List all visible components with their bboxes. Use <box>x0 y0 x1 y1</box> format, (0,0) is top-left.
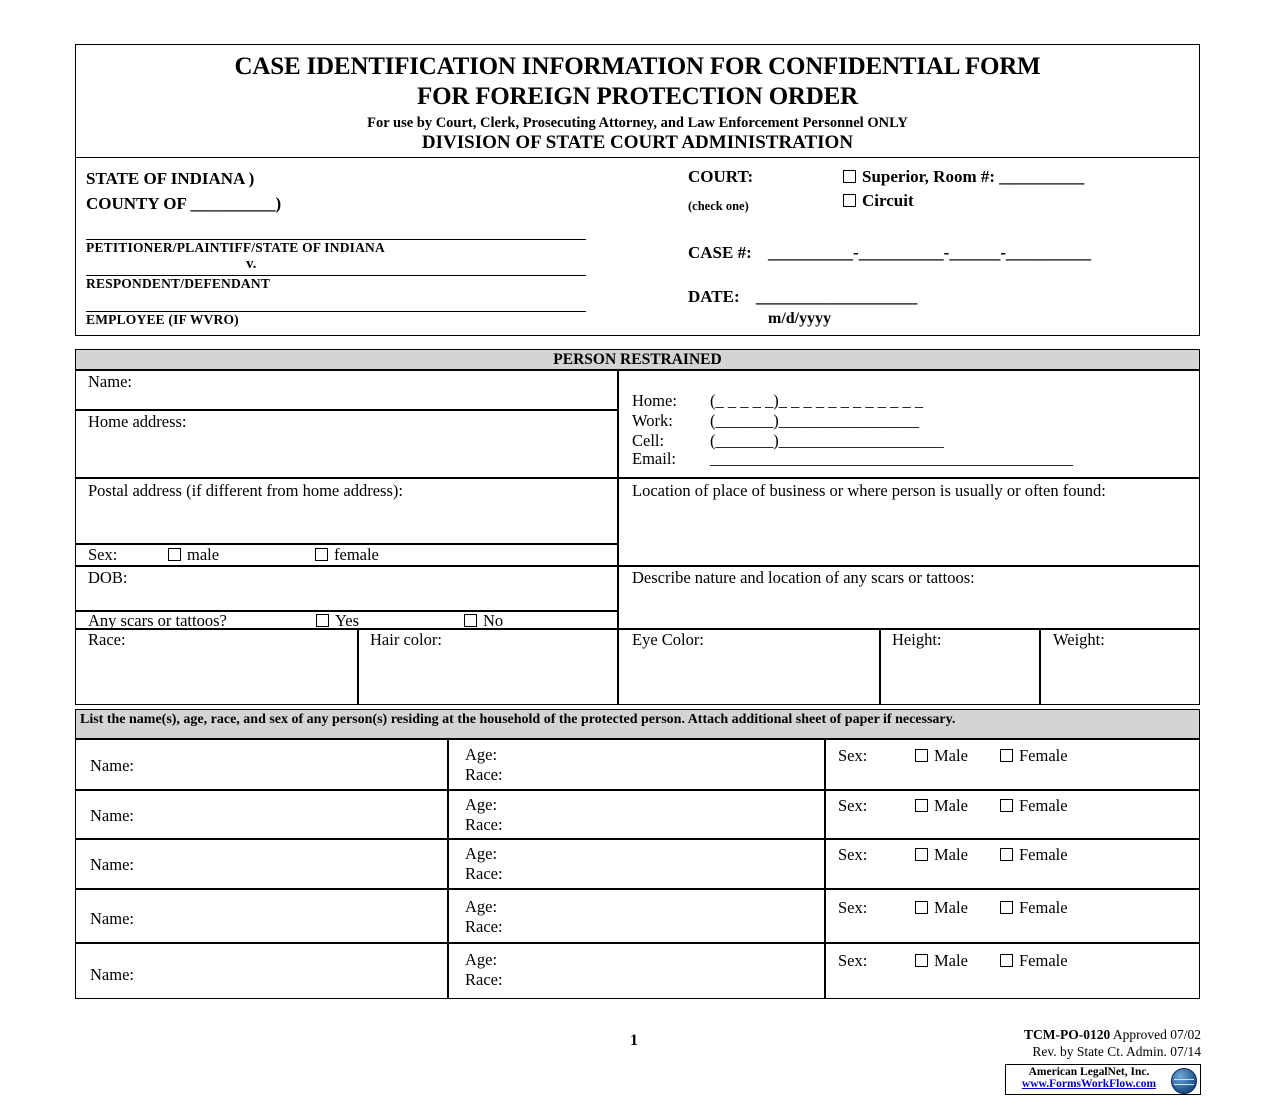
household-female-label-3: Female <box>1019 845 1068 864</box>
check-one-label: (check one) <box>688 199 749 213</box>
phone-home-value[interactable]: (_ _ _ _ _)_ _ _ _ _ _ _ _ _ _ _ _ <box>710 391 924 410</box>
postal-address-label: Postal address (if different from home address): <box>88 481 403 500</box>
scars-yes-label: Yes <box>335 611 360 630</box>
household-row-agerace-1[interactable] <box>448 739 825 790</box>
page-number: 1 <box>630 1032 638 1049</box>
business-location-label: Location of place of business or where person is usually or often found: <box>632 481 1106 500</box>
household-sex-label-4: Sex: <box>838 898 868 917</box>
email-value[interactable]: ____________________________________________ <box>710 449 1073 468</box>
form-code: TCM-PO-0120 <box>1024 1027 1111 1042</box>
date-label: DATE: <box>688 287 740 306</box>
sex-male-label: male <box>187 545 220 564</box>
name-label: Name: <box>88 372 132 391</box>
household-sex-male-4[interactable] <box>915 898 968 918</box>
household-female-label-2: Female <box>1019 796 1068 815</box>
versus-label: v. <box>246 256 257 272</box>
household-male-label-3: Male <box>934 845 968 864</box>
household-female-checkbox-1[interactable] <box>1000 749 1013 762</box>
circuit-label: Circuit <box>862 191 914 210</box>
phone-cell-label: Cell: <box>632 431 665 450</box>
scars-yes-option[interactable] <box>316 611 359 631</box>
phone-work-label: Work: <box>632 411 673 430</box>
case-number-value[interactable]: __________-__________-______-__________ <box>768 243 1091 262</box>
state-line: STATE OF INDIANA ) <box>86 169 255 188</box>
form-division: DIVISION OF STATE COURT ADMINISTRATION <box>421 132 854 153</box>
household-female-checkbox-3[interactable] <box>1000 848 1013 861</box>
vendor-name: American LegalNet, Inc. <box>1028 1066 1150 1078</box>
phone-home-label: Home: <box>632 391 677 410</box>
household-sex-female-3[interactable] <box>1000 845 1068 865</box>
case-row <box>688 242 1188 264</box>
household-race-label-2: Race: <box>465 815 503 834</box>
globe-icon <box>1171 1068 1197 1094</box>
household-age-label-4: Age: <box>465 897 498 916</box>
household-sex-female-4[interactable] <box>1000 898 1068 918</box>
household-male-label-2: Male <box>934 796 968 815</box>
household-sex-female-2[interactable] <box>1000 796 1068 816</box>
household-male-checkbox-1[interactable] <box>915 749 928 762</box>
sex-female-checkbox[interactable] <box>315 548 328 561</box>
employee-label: EMPLOYEE (IF WVRO) <box>86 312 239 327</box>
household-female-label-5: Female <box>1019 951 1068 970</box>
household-female-checkbox-5[interactable] <box>1000 954 1013 967</box>
household-race-label-4: Race: <box>465 917 503 936</box>
household-age-label-5: Age: <box>465 950 498 969</box>
household-sex-male-2[interactable] <box>915 796 968 816</box>
household-race-label-3: Race: <box>465 864 503 883</box>
caption-right <box>688 166 1188 330</box>
household-male-checkbox-5[interactable] <box>915 954 928 967</box>
court-row <box>688 166 1188 188</box>
household-female-label-1: Female <box>1019 746 1068 765</box>
household-sex-label-2: Sex: <box>838 796 868 815</box>
household-female-checkbox-2[interactable] <box>1000 799 1013 812</box>
scars-question-label: Any scars or tattoos? <box>88 611 227 630</box>
household-sex-label-1: Sex: <box>838 746 868 765</box>
household-female-checkbox-4[interactable] <box>1000 901 1013 914</box>
sex-male-checkbox[interactable] <box>168 548 181 561</box>
email-label: Email: <box>632 449 676 468</box>
county-line: COUNTY OF __________) <box>86 194 282 213</box>
court-label: COURT: <box>688 167 754 186</box>
household-row-agerace-5[interactable] <box>448 943 825 999</box>
household-age-label-2: Age: <box>465 795 498 814</box>
form-subtitle: For use by Court, Clerk, Prosecuting Attorney, and Law Enforcement Personnel ONLY <box>367 115 908 131</box>
sex-male-option[interactable] <box>168 545 219 565</box>
superior-label: Superior, Room #: __________ <box>862 167 1085 186</box>
person-restrained-header: PERSON RESTRAINED <box>75 349 1200 370</box>
form-revision: Rev. by State Ct. Admin. 07/14 <box>1032 1044 1201 1059</box>
household-sex-female-5[interactable] <box>1000 951 1068 971</box>
household-age-label-3: Age: <box>465 844 498 863</box>
date-format-hint: m/d/yyyy <box>768 310 832 327</box>
respondent-label: RESPONDENT/DEFENDANT <box>86 276 271 291</box>
scars-no-label: No <box>483 611 504 630</box>
weight-label: Weight: <box>1053 630 1105 649</box>
household-male-label-1: Male <box>934 746 968 765</box>
household-sex-male-3[interactable] <box>915 845 968 865</box>
household-male-checkbox-4[interactable] <box>915 901 928 914</box>
date-row <box>688 286 1188 308</box>
race-label: Race: <box>88 630 126 649</box>
household-name-label-4: Name: <box>90 909 134 928</box>
petitioner-label: PETITIONER/PLAINTIFF/STATE OF INDIANA <box>86 240 385 255</box>
vendor-stamp <box>1005 1064 1201 1095</box>
form-approved: Approved 07/02 <box>1112 1027 1201 1042</box>
household-name-label-2: Name: <box>90 806 134 825</box>
name-cell[interactable] <box>75 370 618 410</box>
header-box <box>75 44 1200 336</box>
household-row-agerace-3[interactable] <box>448 839 825 889</box>
household-race-label-5: Race: <box>465 970 503 989</box>
household-sex-female-1[interactable] <box>1000 746 1068 766</box>
household-female-label-4: Female <box>1019 898 1068 917</box>
household-sex-label-5: Sex: <box>838 951 868 970</box>
phone-cell-value[interactable]: (_______)____________________ <box>710 431 944 450</box>
household-sex-male-1[interactable] <box>915 746 968 766</box>
household-race-label-1: Race: <box>465 765 503 784</box>
sex-female-label: female <box>334 545 379 564</box>
dob-cell[interactable] <box>75 566 618 611</box>
scars-no-option[interactable] <box>464 611 503 631</box>
scars-no-checkbox[interactable] <box>464 614 477 627</box>
case-number-label: CASE #: <box>688 243 752 262</box>
form-title-line1: CASE IDENTIFICATION INFORMATION FOR CONFIDENTIAL FORM <box>234 53 1041 80</box>
scars-yes-checkbox[interactable] <box>316 614 329 627</box>
scars-describe-label: Describe nature and location of any scars or tattoos: <box>632 568 975 587</box>
household-male-checkbox-2[interactable] <box>915 799 928 812</box>
home-address-label: Home address: <box>88 412 187 431</box>
household-name-label-3: Name: <box>90 855 134 874</box>
caption-left <box>86 166 686 328</box>
phone-work-value[interactable]: (_______)_________________ <box>710 411 919 430</box>
court-row-2 <box>688 191 1188 217</box>
date-value[interactable]: ___________________ <box>755 287 918 306</box>
height-label: Height: <box>892 630 942 649</box>
household-instruction: List the name(s), age, race, and sex of any person(s) residing at the household of the protected person. Attach additional sheet of paper if necessary. <box>75 709 1200 739</box>
household-row-agerace-2[interactable] <box>448 790 825 839</box>
household-sex-label-3: Sex: <box>838 845 868 864</box>
form-title-line2: FOR FOREIGN PROTECTION ORDER <box>417 83 858 110</box>
sex-label: Sex: <box>88 545 118 564</box>
superior-checkbox[interactable] <box>843 170 856 183</box>
household-male-label-5: Male <box>934 951 968 970</box>
footer-form-info <box>1024 1026 1201 1060</box>
household-row-agerace-4[interactable] <box>448 889 825 943</box>
vendor-url[interactable]: www.FormsWorkFlow.com <box>1021 1078 1157 1090</box>
dob-label: DOB: <box>88 568 128 587</box>
household-sex-male-5[interactable] <box>915 951 968 971</box>
household-male-checkbox-3[interactable] <box>915 848 928 861</box>
sex-female-option[interactable] <box>315 545 379 565</box>
household-name-label-5: Name: <box>90 965 134 984</box>
household-male-label-4: Male <box>934 898 968 917</box>
circuit-checkbox[interactable] <box>843 194 856 207</box>
hair-color-label: Hair color: <box>370 630 442 649</box>
household-name-label-1: Name: <box>90 756 134 775</box>
eye-color-label: Eye Color: <box>632 630 704 649</box>
header-body <box>76 158 1199 335</box>
household-age-label-1: Age: <box>465 745 498 764</box>
